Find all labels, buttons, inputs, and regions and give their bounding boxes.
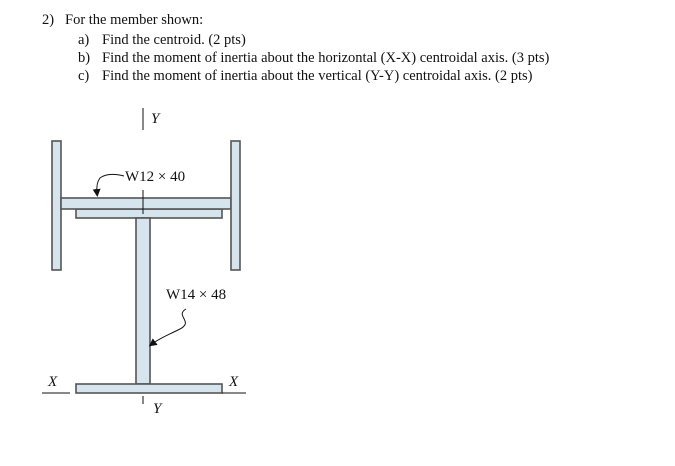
w14-top-flange bbox=[76, 209, 222, 218]
w12x40-leader bbox=[97, 174, 124, 193]
y-axis-bottom-label: Y bbox=[153, 401, 162, 417]
part-c-letter: c) bbox=[78, 68, 90, 84]
x-axis-left-label: X bbox=[48, 374, 58, 390]
part-b-letter: b) bbox=[78, 50, 91, 66]
w14x48-leader bbox=[152, 309, 186, 344]
problem-prompt: For the member shown: bbox=[65, 12, 204, 28]
part-c-text: Find the moment of inertia about the vertical (Y-Y) centroidal axis. (2 pts) bbox=[102, 68, 533, 84]
w14-bottom-flange bbox=[76, 384, 222, 393]
w14x48-label: W14 × 48 bbox=[166, 287, 227, 303]
w12-right-flange bbox=[231, 141, 240, 270]
problem-number: 2) bbox=[42, 12, 55, 28]
w12-web bbox=[61, 198, 231, 209]
part-a-text: Find the centroid. (2 pts) bbox=[102, 32, 246, 48]
w12-left-flange bbox=[52, 141, 61, 270]
w12x40-label: W12 × 40 bbox=[125, 169, 186, 185]
y-axis-top-label: Y bbox=[151, 111, 160, 127]
part-b-text: Find the moment of inertia about the horizontal (X-X) centroidal axis. (3 pts) bbox=[102, 50, 550, 66]
x-axis-right-label: X bbox=[229, 374, 239, 390]
w14-web bbox=[136, 218, 150, 384]
part-a-letter: a) bbox=[78, 32, 90, 48]
